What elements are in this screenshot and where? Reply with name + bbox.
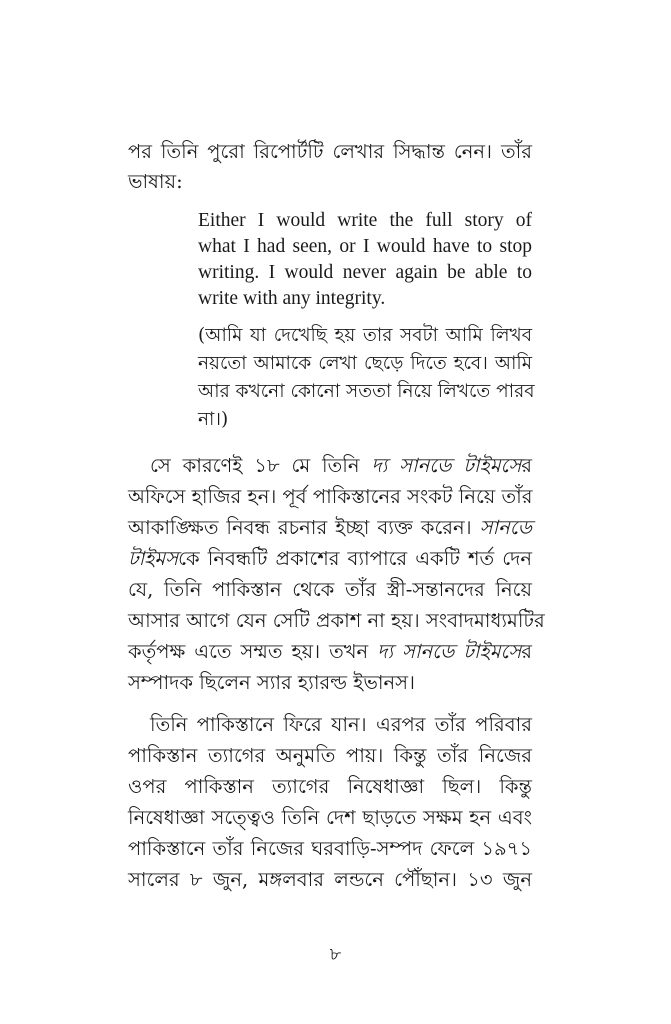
newspaper-title: টাইমস bbox=[128, 547, 179, 570]
para1-line-4: টাইমসকে নিবন্ধটি প্রকাশের ব্যাপারে একটি শর্ত দেন bbox=[128, 547, 532, 570]
quote-bn-line-2: নয়তো আমাকে লেখা ছেড়ে দিতে হবে। আমি bbox=[198, 353, 532, 374]
newspaper-title: দ্য সানডে টাইমসে bbox=[377, 640, 522, 663]
intro-line-1: পর তিনি পুরো রিপোর্টটি লেখার সিদ্ধান্ত নেন। তাঁর bbox=[128, 140, 532, 163]
para2-line-6: সালের ৮ জুন, মঙ্গলবার লন্ডনে পৌঁছান। ১৩ জুন bbox=[128, 868, 532, 891]
para2-line-4: নিষেধাজ্ঞা সত্ত্বেও তিনি দেশ ছাড়তে সক্ষম হন এবং bbox=[128, 806, 532, 829]
para2-line-2: পাকিস্তান ত্যাগের অনুমতি পায়। কিন্তু তাঁর নিজের bbox=[128, 744, 532, 767]
para1-line-5: যে, তিনি পাকিস্তান থেকে তাঁর স্ত্রী-সন্তানদের নিয়ে bbox=[128, 578, 532, 601]
para2-line-1: তিনি পাকিস্তানে ফিরে যান। এরপর তাঁর পরিবার bbox=[150, 713, 532, 736]
newspaper-title: সানডে bbox=[479, 516, 532, 539]
para1-line-8: সম্পাদক ছিলেন স্যার হ্যারল্ড ইভানস। bbox=[128, 671, 415, 694]
quote-en-line-3: writing. I would never again be able to bbox=[198, 262, 532, 283]
quote-en-line-2: what I had seen, or I would have to stop bbox=[198, 236, 532, 257]
quote-bn-line-3: আর কখনো কোনো সততা নিয়ে লিখতে পারব bbox=[198, 381, 535, 402]
intro-line-2: ভাষায়: bbox=[128, 170, 183, 193]
para1-line-6: আসার আগে যেন সেটি প্রকাশ না হয়। সংবাদমাধ্যমটির bbox=[128, 609, 545, 632]
quote-bn-line-4: না।) bbox=[198, 409, 229, 430]
para1-line-2: অফিসে হাজির হন। পূর্ব পাকিস্তানের সংকট নিয়ে তাঁর bbox=[128, 485, 533, 508]
quote-en-line-1: Either I would write the full story of bbox=[198, 210, 532, 231]
para1-line-3: আকাঙ্ক্ষিত নিবন্ধ রচনার ইচ্ছা ব্যক্ত করেন। সানডে bbox=[128, 516, 532, 539]
para1-line-7: কর্তৃপক্ষ এতে সম্মত হয়। তখন দ্য সানডে টাইমসের bbox=[128, 640, 532, 663]
para2-line-5: পাকিস্তানে তাঁর নিজের ঘরবাড়ি-সম্পদ ফেলে ১৯৭১ bbox=[128, 837, 532, 860]
para2-line-3: ওপর পাকিস্তান ত্যাগের নিষেধাজ্ঞা ছিল। কিন্তু bbox=[128, 775, 532, 798]
newspaper-title: দ্য সানডে টাইমসে bbox=[371, 454, 522, 477]
quote-bn-line-1: (আমি যা দেখেছি হয় তার সবটা আমি লিখব bbox=[198, 325, 532, 346]
quote-en-line-4: write with any integrity. bbox=[198, 288, 386, 309]
page-number: ৮ bbox=[329, 944, 342, 965]
para1-line-1: সে কারণেই ১৮ মে তিনি দ্য সানডে টাইমসের bbox=[150, 454, 532, 477]
